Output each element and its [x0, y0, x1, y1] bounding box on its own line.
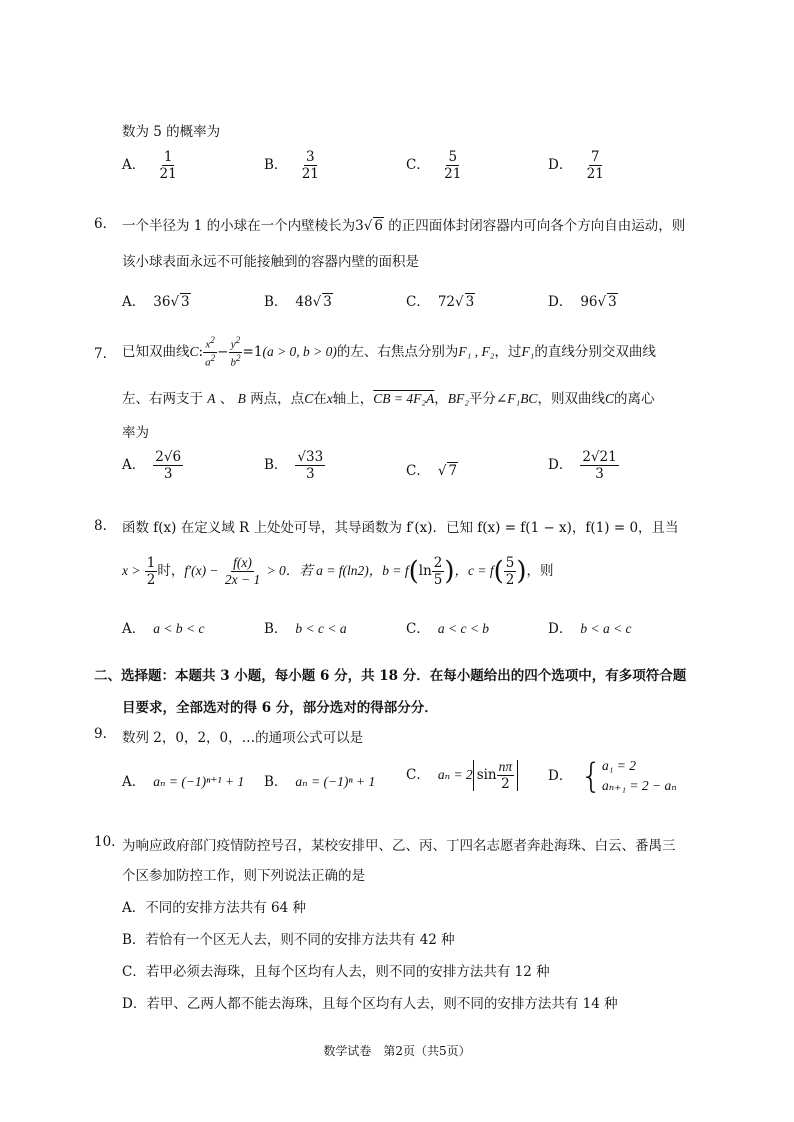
q5-option-d: D． $\frac{7}{21}$: [548, 149, 604, 183]
q6-option-a: A． 36√ 3: [122, 294, 190, 310]
q9-option-c: C． aₙ = 2 sin $\frac{n\pi}{2}$: [406, 760, 518, 791]
q7-option-d: D． $\frac{2√21}{3}$: [548, 449, 617, 483]
q7-option-c: C． √ 7: [406, 463, 458, 479]
q5-option-b: B． $\frac{3}{21}$: [264, 149, 319, 183]
q10-option-d: D．若甲、乙两人都不能去海珠，且每个区均有人去，则不同的安排方法共有 14 种: [122, 996, 618, 1012]
q7-line2: 左、右两支于 A 、 B 两点，点C在x轴上，CB = 4F₂A，BF₂平分∠F₁BC，则双曲线C的离心: [122, 391, 655, 407]
section2-heading-line1: 二、选择题：本题共 3 小题，每小题 6 分，共 18 分．在每小题给出的四个选项中，有多项符合题: [94, 668, 687, 684]
q8-option-c: C． a < c < b: [406, 621, 490, 637]
q6-option-c: C． 72√ 3: [406, 294, 475, 310]
q9-option-b: B． aₙ = (−1)ⁿ + 1: [264, 774, 376, 790]
q8-option-a: A． a < b < c: [122, 621, 205, 637]
q6-line2: 该小球表面永远不可能接触到的容器内壁的面积是: [122, 254, 419, 270]
q8-number: 8.: [94, 518, 107, 534]
q10-number: 10.: [94, 834, 116, 850]
q10-line2: 个区参加防控工作，则下列说法正确的是: [122, 868, 365, 884]
q6-number: 6.: [94, 216, 107, 232]
q8-option-b: B． b < c < a: [264, 621, 347, 637]
q9-number: 9.: [94, 726, 107, 742]
q7-option-a: A． $\frac{2√6}{3}$: [122, 449, 182, 483]
q10-option-c: C．若甲必须去海珠，且每个区均有人去，则不同的安排方法共有 12 种: [122, 964, 550, 980]
q8-line1: 函数 f(x) 在定义域 R 上处处可导，其导函数为 f′(x)．已知 f(x) = f(1 − x)，f(1) = 0，且当: [122, 520, 679, 536]
q7-line1: 已知双曲线C: $\frac{x^2}{a^2}$ − $\frac{y^2}{b^2}$ =1(a > 0, b > 0)的左、右焦点分别为F₁ , F₂，过F₁的直线分别交双曲线: [122, 335, 656, 369]
q8-line2: x > $\frac{1}{2}$ 时，f′(x) − $\frac{f(x)}{2x - 1}$ > 0．若 a = f(ln2)，b = f(ln $\frac{2}{5}$ )，c = f( $\frac{5}{2}$ )，则: [122, 555, 554, 589]
q8-option-d: D． b < a < c: [548, 621, 632, 637]
q9-stem: 数列 2，0，2，0，…的通项公式可以是: [122, 730, 364, 746]
q9-option-d: D． { a₁ = 2 aₙ₊₁ = 2 − aₙ: [548, 756, 677, 797]
page-footer: 数学试卷 第2页（共5页）: [323, 1044, 471, 1058]
q9-option-a: A． aₙ = (−1)ⁿ⁺¹ + 1: [122, 774, 245, 790]
q10-line1: 为响应政府部门疫情防控号召，某校安排甲、乙、丙、丁四名志愿者奔赴海珠、白云、番禺三: [122, 838, 676, 854]
q6-option-b: B． 48√ 3: [264, 294, 332, 310]
q7-line3: 率为: [122, 425, 149, 441]
q10-option-b: B．若恰有一个区无人去，则不同的安排方法共有 42 种: [122, 932, 455, 948]
q6-line1: 一个半径为 1 的小球在一个内壁棱长为3√ 6 的正四面体封闭容器内可向各个方向自由运动，则: [122, 218, 686, 234]
q5-option-a: A． $\frac{1}{21}$: [122, 149, 177, 183]
q10-option-a: A．不同的安排方法共有 64 种: [122, 900, 307, 916]
q7-option-b: B． $\frac{√33}{3}$: [264, 449, 324, 483]
q5-option-c: C． $\frac{5}{21}$: [406, 149, 462, 183]
q6-option-d: D． 96√ 3: [548, 294, 617, 310]
q7-number: 7.: [94, 346, 107, 362]
q5-stem-tail: 数为 5 的概率为: [122, 124, 221, 140]
section2-heading-line2: 目要求，全部选对的得 6 分，部分选对的得部分分．: [122, 700, 438, 716]
